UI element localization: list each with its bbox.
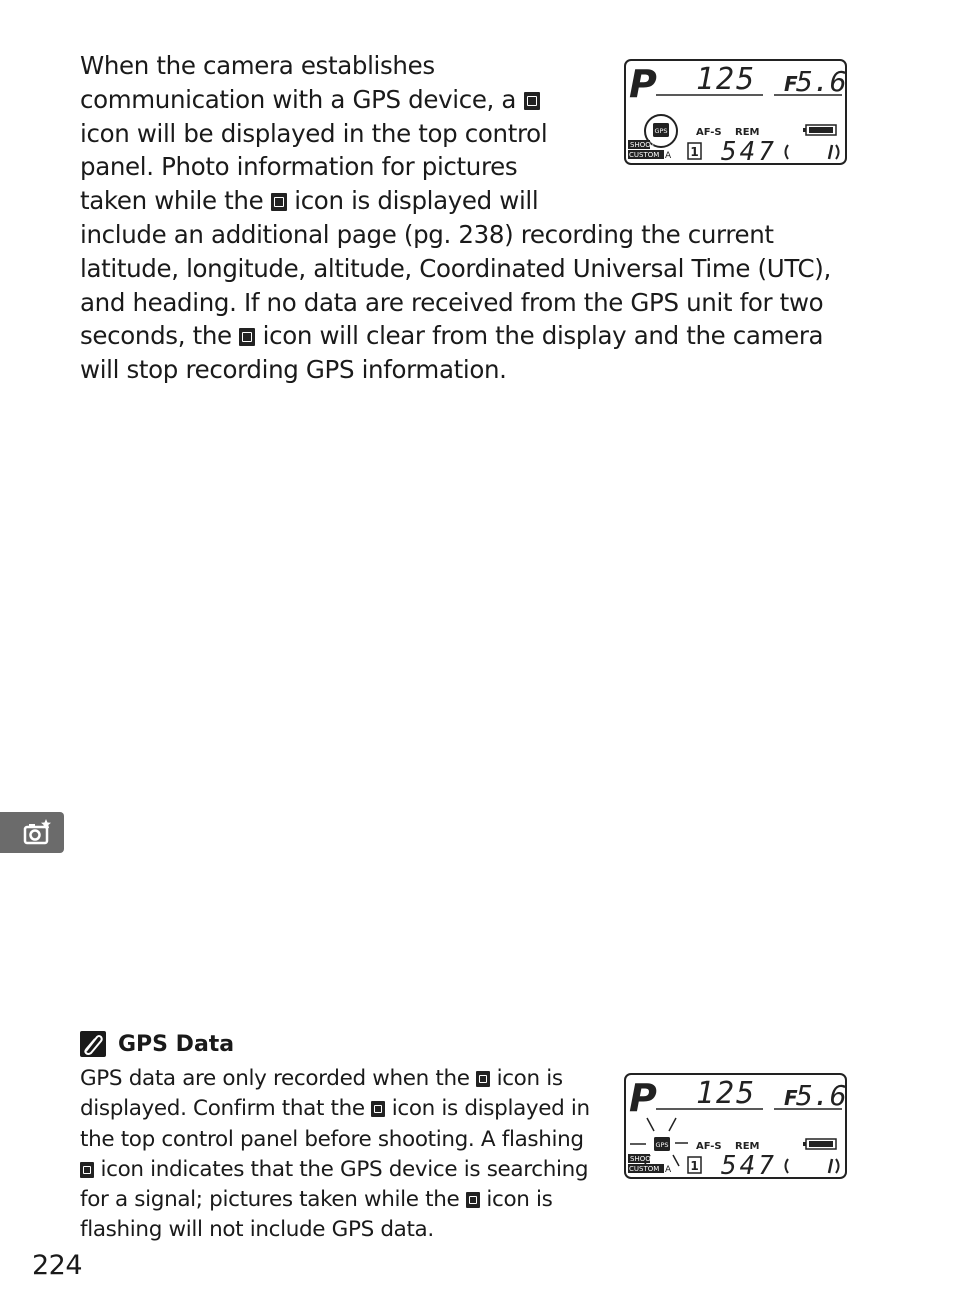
- bank-letter: A: [665, 1165, 672, 1175]
- shutter-speed: 125: [696, 62, 757, 97]
- aperture-value: 5.6: [796, 65, 847, 98]
- aperture-prefix: F: [784, 72, 798, 96]
- body-text-3: icon is displayed will include an additional page (pg. 238) recording the current latitude, longitude, altitude, Coordinated Universal Time (UTC), and heading. If no data are received from the GPS unit for two seconds, the: [80, 186, 831, 351]
- note-text-5: icon is flashing will not include GPS data.: [80, 1187, 553, 1243]
- exposure-mode: P: [629, 1076, 657, 1120]
- shutter-speed: 125: [696, 1076, 757, 1111]
- battery-level: [809, 1141, 833, 1147]
- camera-settings-icon: [22, 818, 52, 848]
- release-mode: 1: [690, 145, 699, 159]
- control-panel-illustration-top: [624, 59, 847, 165]
- gps-icon-label: GPS: [655, 1141, 669, 1149]
- battery-level: [809, 127, 833, 133]
- gps-icon: [371, 1101, 385, 1117]
- gps-icon-label: GPS: [654, 127, 668, 135]
- custom-settings-bank-label: CUSTOM: [629, 1165, 660, 1173]
- release-mode: 1: [690, 1159, 699, 1173]
- note-title: GPS Data: [118, 1031, 235, 1057]
- note-text-3: icon is displayed in the top control panel before shooting. A flashing: [80, 1096, 590, 1152]
- note-text-2: icon is displayed. Confirm that the: [80, 1066, 563, 1122]
- page-number: 224: [32, 1250, 83, 1281]
- gps-icon: [271, 193, 287, 211]
- section-tab: [0, 812, 64, 853]
- aperture-prefix: F: [784, 1086, 798, 1110]
- shooting-menu-bank-label: SHOOT: [630, 141, 656, 149]
- gps-icon: [524, 92, 540, 110]
- bank-letter: A: [665, 151, 672, 161]
- af-mode: AF-S: [696, 1141, 722, 1152]
- rem-indicator: REM: [735, 1141, 760, 1152]
- control-panel-illustration-flashing: [624, 1073, 847, 1179]
- gps-icon: [476, 1071, 490, 1087]
- exposures-remaining: 547: [721, 137, 777, 165]
- custom-settings-bank-label: CUSTOM: [629, 151, 660, 159]
- body-text-4: icon will clear from the display and the camera will stop recording GPS information.: [80, 321, 824, 385]
- note-heading: [80, 1028, 234, 1060]
- shooting-menu-bank-label: SHOOT: [630, 1155, 656, 1163]
- gps-icon: [80, 1162, 94, 1178]
- af-mode: AF-S: [696, 127, 722, 138]
- exposure-mode: P: [629, 62, 657, 106]
- note-text-1: GPS data are only recorded when the: [80, 1066, 470, 1091]
- rem-indicator: REM: [735, 127, 760, 138]
- note-text-4: icon indicates that the GPS device is searching for a signal; pictures taken while the: [80, 1156, 589, 1213]
- note-paragraph: [80, 1064, 600, 1246]
- body-text-2: icon will be displayed in the top control panel. Photo information for pictures taken while the: [80, 118, 548, 216]
- aperture-value: 5.6: [796, 1079, 847, 1112]
- gps-icon: [239, 328, 255, 346]
- gps-icon: [466, 1192, 480, 1208]
- body-text-1: When the camera establishes communication with a GPS device, a: [80, 51, 517, 114]
- exposures-remaining: 547: [721, 1151, 777, 1179]
- pencil-note-icon: [80, 1031, 106, 1057]
